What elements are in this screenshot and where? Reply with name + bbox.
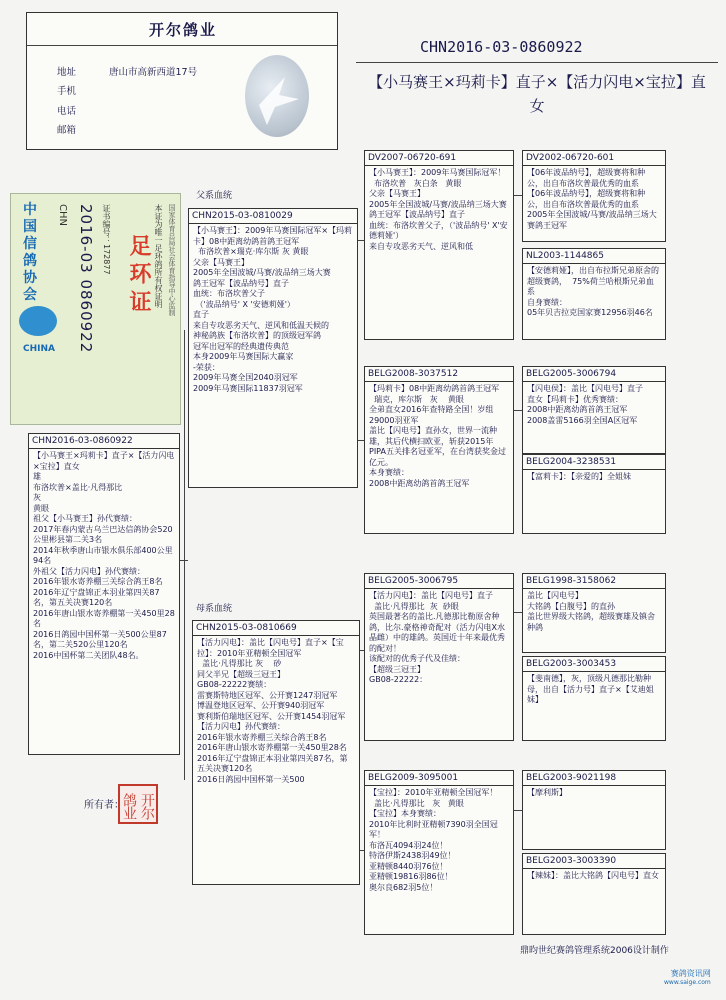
address-value: 唐山市高新西道17号 bbox=[109, 67, 198, 78]
sds-ring: BELG2005-3006794 bbox=[523, 367, 665, 382]
main-title: 【小马赛王×玛莉卡】直子×【活力闪电×宝拉】直女 bbox=[368, 73, 706, 115]
ssd-box bbox=[522, 248, 666, 340]
sss-text: 【06年波品纳号】，超级赛将和种公，出自布洛坎普最优秀的血系 【06年波品纳号】，超级赛将和种公，出自布洛坎普最优秀的血系 2005年全国波城/马赛/波品纳三场大赛鸽王冠军 bbox=[527, 168, 657, 230]
phone-label: 手机 bbox=[57, 86, 77, 97]
sire-dam-text: 【玛莉卡】08中距离幼鸽首鸽王冠军 瑞克，库尔斯 灰 黄眼 全弟直女2016年查特路全国！岁组29000羽亚军 盖比【闪电号】直孙女，世界一流种雄，其后代横扫欧亚，斩获2015年PIPA五关排名冠亚军，在台湾获奖金过亿元。 本身赛绩： 2008中距离幼鸽首鸽王冠军 bbox=[369, 384, 506, 488]
dds-text: 【摩利斯】 bbox=[527, 788, 567, 797]
cert-ring-number: 2016-03 0860922 bbox=[77, 204, 95, 354]
main-ring-number: CHN2016-03-0860922 bbox=[420, 38, 583, 56]
watermark-url: www.saige.com bbox=[664, 979, 711, 986]
ddd-text: 【辣妹】：盖比大铭鸽【闪电号】直女 bbox=[527, 871, 659, 880]
connector bbox=[360, 850, 364, 851]
sire-dam-ring: BELG2008-3037512 bbox=[365, 367, 513, 382]
connector bbox=[514, 612, 522, 613]
hologram-bird-icon bbox=[245, 55, 309, 137]
owner-seal-stamp bbox=[118, 784, 158, 824]
sdd-ring: BELG2004-3238531 bbox=[523, 455, 665, 470]
sire-sire-text: 【小马赛王】：2009年马赛国际冠军！ 布洛坎普 灰白条 黄眼 父亲【马赛王】 2005年全国波城/马赛/波品纳三场大赛鸽王冠军【波品纳号】直子 血统：布洛坎普父子，（'波品纳号' X'安德莉娅'） 来自专攻恶劣天气、逆风和低 bbox=[369, 168, 508, 251]
cert-serial: 证书编号：172877 bbox=[102, 204, 111, 275]
cert-title: 足环证 bbox=[126, 234, 151, 318]
hologram-sticker bbox=[245, 55, 309, 137]
footer-text: 鼎昀世纪赛鸽管理系统2006设计制作 bbox=[520, 946, 669, 956]
address-label: 地址 bbox=[57, 67, 77, 78]
tel-label: 电话 bbox=[57, 106, 77, 117]
cert-emblem-icon bbox=[19, 306, 57, 336]
owner-title: 开尔鸽业 bbox=[148, 21, 217, 39]
connector bbox=[184, 330, 185, 780]
sire-sire-box bbox=[364, 150, 514, 340]
ddd-box bbox=[522, 853, 666, 935]
cert-footer: 国家体育总局社会体育指导中心监制 bbox=[168, 204, 176, 316]
cert-note: 本证为唯一足环鸽所有权证明 bbox=[154, 204, 163, 308]
connector bbox=[360, 650, 364, 651]
subject-text: 【小马赛王×玛莉卡】直子×【活力闪电×宝拉】直女 雄 布洛坎普×盖比·凡得那比 灰 黄眼 祖父【小马赛王】孙代赛绩： 2017年春内蒙古乌兰巴达信鸽协会520公里彬县第二关3名 2014年秋季唐山市银水俱乐部400公里94名 外祖父【活力闪电】孙代赛绩： 2016年银水寄养棚三关综合鸽王8名 2016年辽宁盘锦正本羽业第四关87名，第五关决赛120名 2016年唐山银水寄养棚第一关450里28名 2016日鸽园中国杯第一关500公里87名，第二关520公里120名 2016中国杯第二关团队48名。 bbox=[33, 451, 175, 660]
dss-ring: BELG1998-3158062 bbox=[523, 574, 665, 589]
sire-section-label: 父系血统 bbox=[196, 191, 233, 201]
dss-text: 盖比【闪电号】 大铭鸽【白腹号】的直孙 盖比世界级大铭鸽，超级赛雄及镇舍种鸽 bbox=[527, 591, 655, 632]
connector bbox=[514, 195, 522, 196]
seal-text: 开尔鸽业 bbox=[121, 793, 155, 819]
watermark-logo bbox=[664, 968, 711, 986]
dam-box bbox=[192, 620, 360, 885]
ring-certificate bbox=[10, 193, 181, 425]
ddd-ring: BELG2003-3003390 bbox=[523, 854, 665, 869]
sire-box bbox=[188, 208, 358, 488]
main-ring-divider bbox=[356, 62, 718, 63]
dds-ring: BELG2003-9021198 bbox=[523, 771, 665, 786]
sire-text: 【小马赛王】：2009年马赛国际冠军×【玛莉卡】08中距离幼鸽首鸽王冠军 布洛坎普×瑞克·库尔斯 灰 黄眼 父亲【马赛王】 2005年全国波城/马赛/波品纳三场大赛 鸽王冠军【波品纳号】直子 血统：布洛坎普父子 （'波品纳号' X '安德莉娅'） 直子 来自专攻恶劣天气、逆风和低温天候的 神秘鸽族【布洛坎普】的顶级冠军鸽 冠军出冠军的经典遗传典范 本身2009年马赛国际大赢家 -荣获： 2009年马赛全国2040羽冠军 2009年马赛国际11837羽冠军 bbox=[193, 226, 353, 393]
ssd-ring: NL2003-1144865 bbox=[523, 249, 665, 264]
dam-section-label: 母系血统 bbox=[196, 604, 233, 614]
subject-box bbox=[28, 433, 180, 755]
dsd-ring: BELG2003-3003453 bbox=[523, 657, 665, 672]
dam-ring: CHN2015-03-0810669 bbox=[193, 621, 359, 636]
dam-dam-box bbox=[364, 770, 514, 935]
dss-box bbox=[522, 573, 666, 653]
cert-country: CHN bbox=[57, 204, 68, 226]
cert-org-name: 中国信鸽协会 bbox=[23, 202, 37, 303]
dsd-box bbox=[522, 656, 666, 741]
watermark-title: 赛鸽资讯网 bbox=[670, 969, 711, 978]
cert-org-en: CHINA bbox=[23, 344, 55, 354]
connector bbox=[358, 240, 364, 241]
ssd-text: 【安德莉娅】，出自布拉斯兄弟原舍的超级赛鸽， 75%荷兰哈根斯兄弟血系 自身赛绩： 05年贝吉拉克国家赛12956羽46名 bbox=[527, 266, 659, 317]
sire-dam-box bbox=[364, 366, 514, 534]
sdd-box bbox=[522, 454, 666, 534]
dam-dam-ring: BELG2009-3095001 bbox=[365, 771, 513, 786]
owner-sign-label: 所有者： bbox=[84, 800, 124, 811]
sds-box bbox=[522, 366, 666, 454]
dds-box bbox=[522, 770, 666, 850]
dam-sire-ring: BELG2005-3006795 bbox=[365, 574, 513, 589]
connector bbox=[514, 810, 522, 811]
sss-ring: DV2002-06720-601 bbox=[523, 151, 665, 166]
sds-text: 【闪电侯】：盖比【闪电号】直子 直女【玛莉卡】优秀赛绩： 2008中距离幼鸽首鸽王冠军 2008盖雷5166羽全国A区冠军 bbox=[527, 384, 643, 425]
owner-box bbox=[26, 12, 338, 150]
connector bbox=[358, 440, 364, 441]
dam-sire-text: 【活力闪电】：盖比【闪电号】直子 盖比·凡得那比 灰 砂眼 英国最著名的盖比.凡德那比勒原舍种鸽，比尔.豪格神奇配对（活力闪电X水晶雌）中的雄鸽。英国近十年来最优秀的配对！ 该配对的优秀子代及佳绩： 【超级三冠王】 GB08-22222： bbox=[369, 591, 506, 684]
sdd-text: 【富莉卡】：【亲爱的】全姐妹 bbox=[527, 472, 631, 481]
dsd-text: 【斐南德】，灰，顶级凡德那比勒种母，出自【活力号】直子×【艾迪姐妹】 bbox=[527, 674, 654, 704]
sire-ring: CHN2015-03-0810029 bbox=[189, 209, 357, 224]
subject-ring: CHN2016-03-0860922 bbox=[29, 434, 179, 449]
dam-sire-box bbox=[364, 573, 514, 741]
email-label: 邮箱 bbox=[57, 125, 77, 136]
sire-sire-ring: DV2007-06720-691 bbox=[365, 151, 513, 166]
dam-text: 【活力闪电】：盖比【闪电号】直子×【宝拉】：2010年亚精顿全国冠军 盖比·凡得那比 灰 砂 同父半兄【超级三冠王】 GB08-22222赛绩： 雷赛斯特地区冠军、公开赛1247羽冠军 博温登地区冠军、公开赛940羽冠军 赛利斯伯瑞地区冠军、公开赛1454羽冠军 【活力闪电】孙代赛绩： 2016年银水寄养棚三关综合鸽王8名 2016年唐山银水寄养棚第一关450里28名 2016年辽宁盘锦正本羽业第四关87名，第五关决赛120名 2016日鸽园中国杯第一关500 bbox=[197, 638, 348, 784]
connector bbox=[514, 410, 522, 411]
sss-box bbox=[522, 150, 666, 242]
dam-dam-text: 【宝拉】：2010年亚精顿全国冠军！ 盖比·凡得那比 灰 黄眼 【宝拉】本身赛绩： 2010年比利时亚精顿7390羽全国冠军！ 布洛瓦4094羽24位！ 特洛伊斯2438羽49位！ 亚精顿8440羽76位！ 亚精顿19816羽86位！ 奥尔良682羽5位！ bbox=[369, 788, 498, 892]
